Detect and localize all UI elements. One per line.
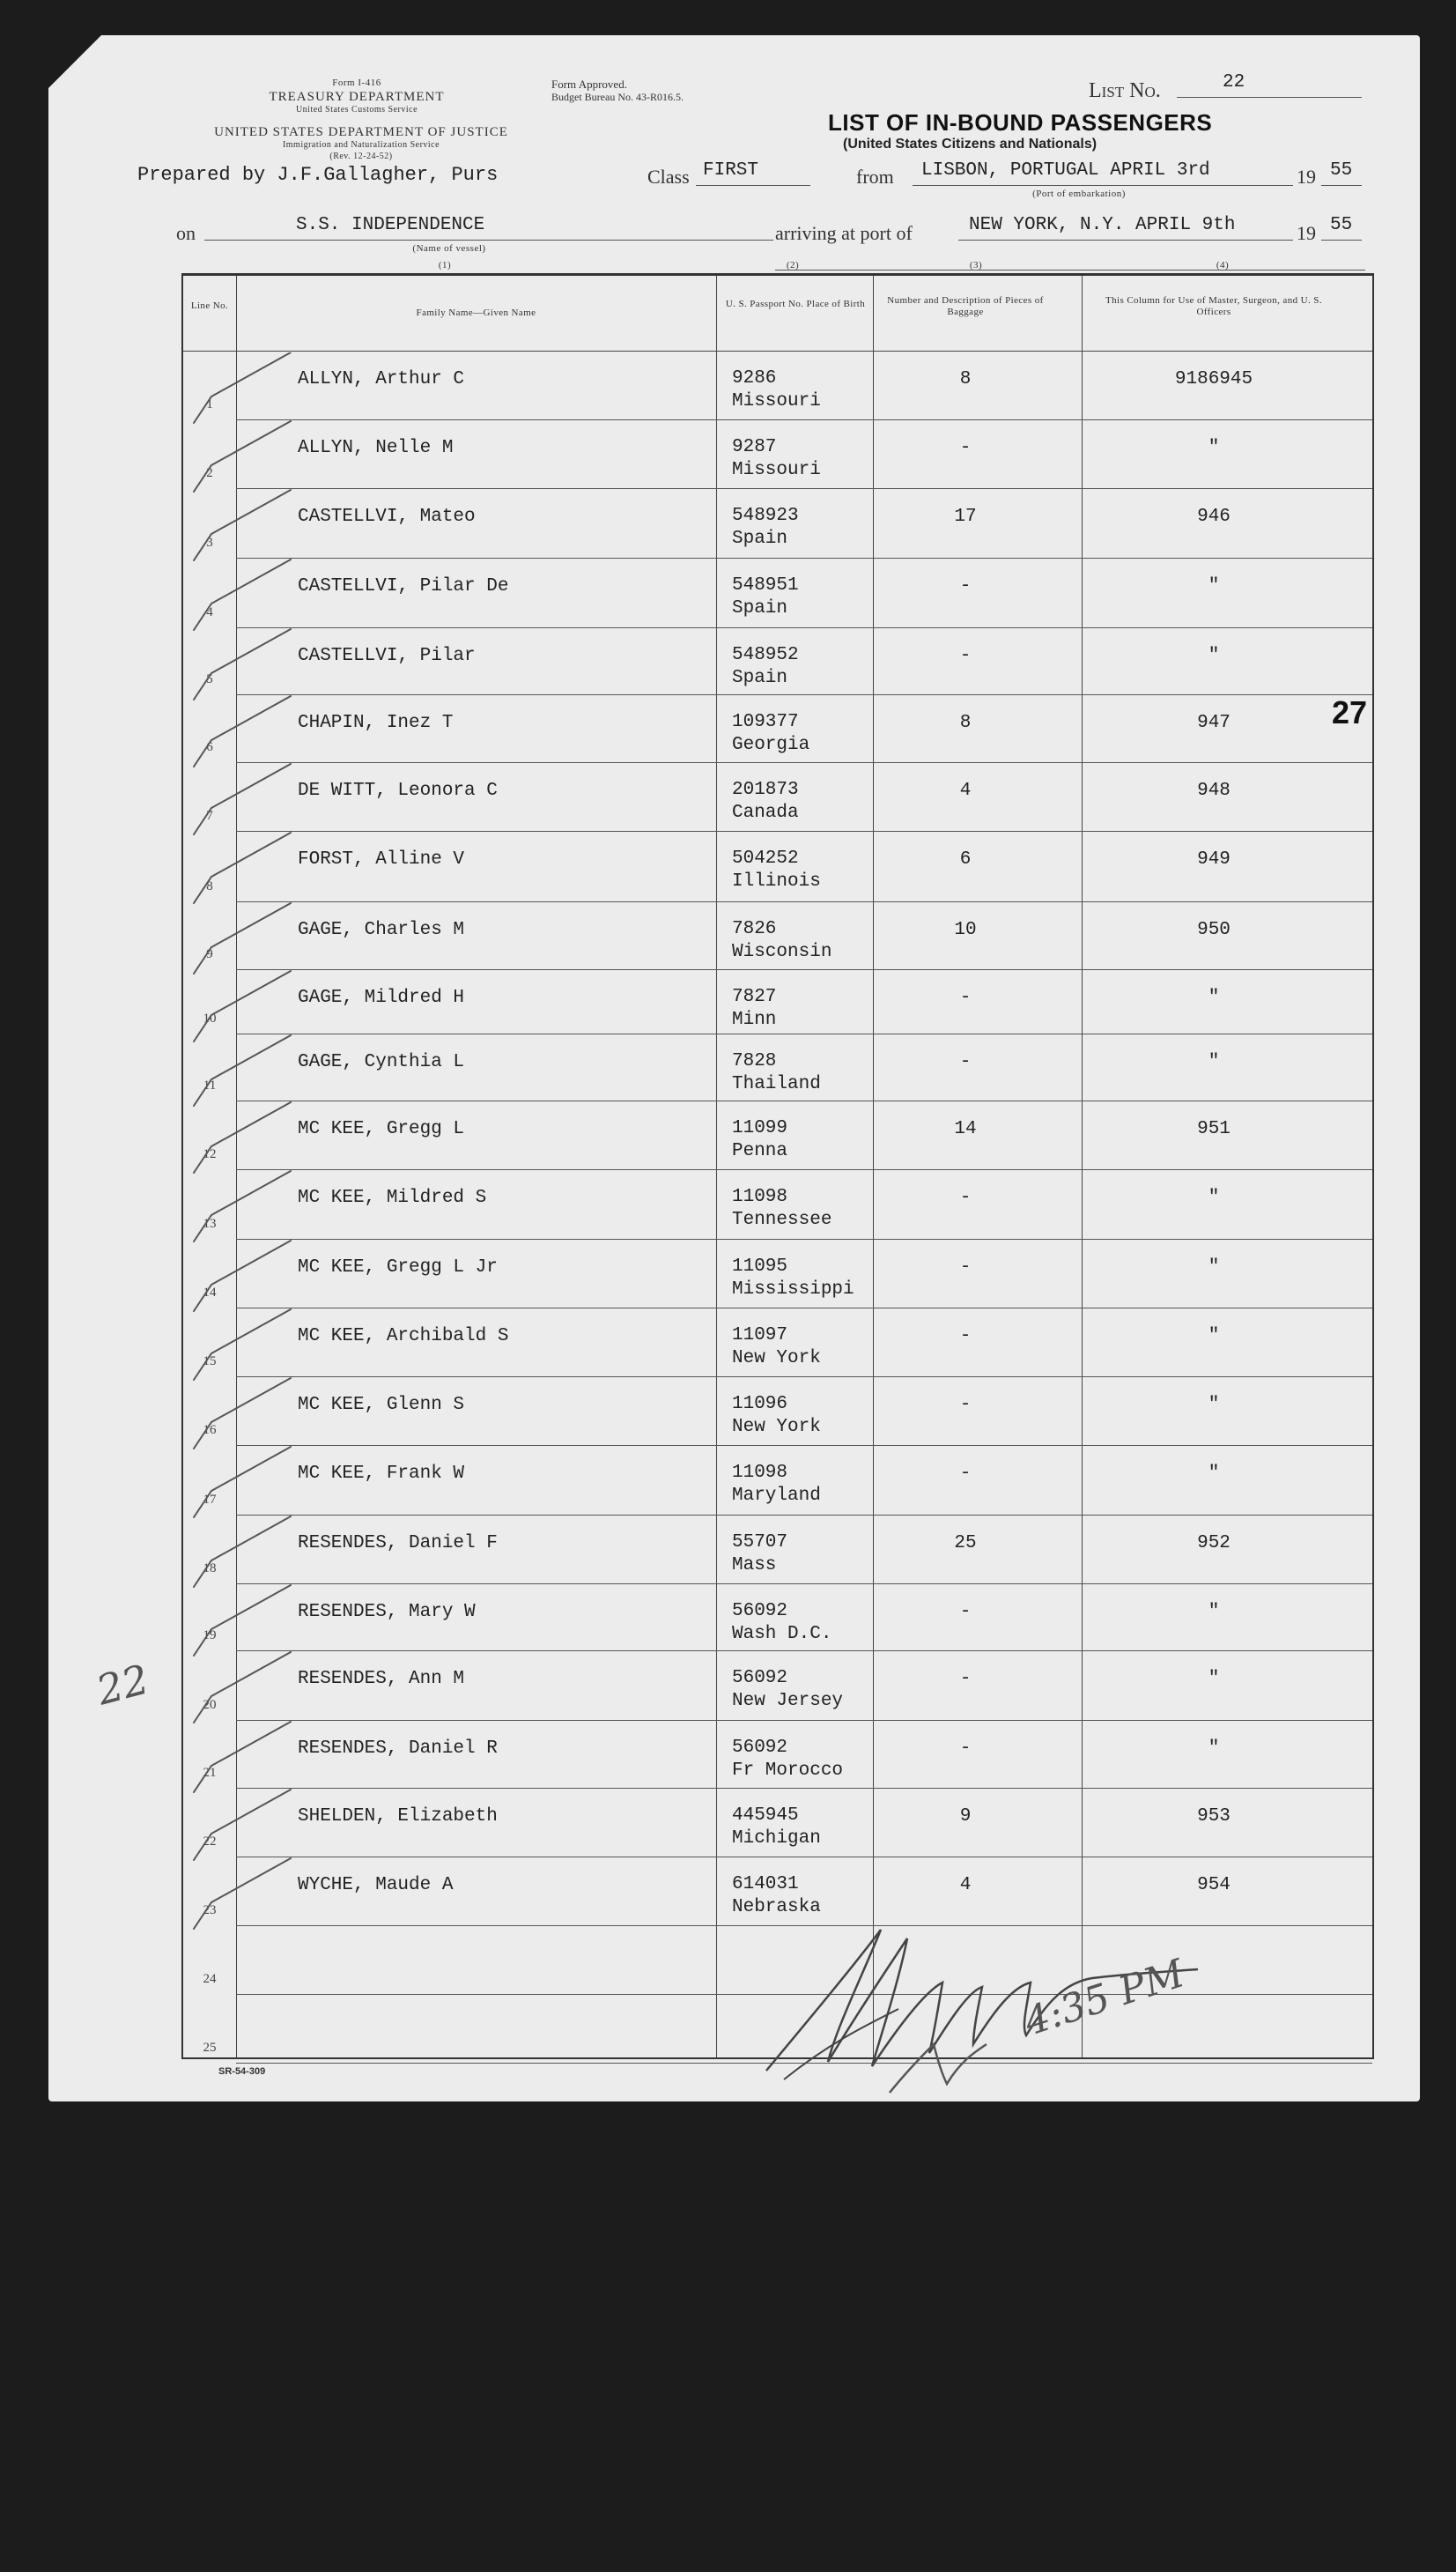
officer-entry: " [1208, 1669, 1220, 1689]
place-of-birth: New Jersey [732, 1691, 844, 1711]
officer-entry: " [1208, 438, 1220, 458]
passenger-name: CASTELLVI, Pilar De [298, 576, 509, 597]
check-mark [194, 1241, 291, 1311]
year-2: 55 [1330, 215, 1353, 235]
place-of-birth: Maryland [732, 1486, 821, 1506]
place-of-birth: Mississippi [732, 1279, 854, 1300]
year-prefix-1: 19 [1297, 166, 1316, 188]
table-row [183, 489, 1372, 559]
handwritten-checkmarks [167, 352, 344, 1938]
passport-number: 7826 [732, 919, 777, 939]
table-row [183, 1308, 1372, 1377]
from-label: from [856, 166, 894, 188]
passport-number: 445945 [732, 1805, 799, 1826]
passport-number: 56092 [732, 1601, 788, 1621]
row-line-number: 17 [203, 1493, 217, 1507]
port-caption: (Port of embarkation) [1032, 189, 1126, 199]
row-line-number: 10 [203, 1012, 217, 1026]
officer-entry: 947 [1197, 713, 1231, 733]
row-line-number: 14 [203, 1286, 217, 1300]
year-1: 55 [1330, 160, 1353, 181]
passenger-name: MC KEE, Archibald S [298, 1326, 509, 1346]
officer-entry: 948 [1197, 781, 1231, 801]
column-header-name: Family Name—Given Name [416, 308, 536, 318]
baggage-count: - [959, 1326, 972, 1346]
place-of-birth: Spain [732, 529, 788, 549]
baggage-count: 14 [954, 1119, 977, 1139]
table-row [183, 1240, 1372, 1308]
revision-date: (Rev. 12-24-52) [329, 152, 393, 161]
officer-entry: " [1208, 1395, 1220, 1415]
baggage-count: 6 [959, 849, 972, 870]
passenger-name: MC KEE, Mildred S [298, 1188, 487, 1208]
place-of-birth: Thailand [732, 1074, 821, 1094]
place-of-birth: Georgia [732, 735, 810, 755]
class-label: Class [647, 166, 690, 188]
officer-entry: " [1208, 576, 1220, 597]
row-line-number: 22 [203, 1834, 217, 1849]
baggage-count: - [959, 1602, 972, 1622]
passenger-name: GAGE, Mildred H [298, 988, 465, 1008]
passport-number: 201873 [732, 780, 799, 800]
passenger-name: SHELDEN, Elizabeth [298, 1806, 498, 1827]
officer-entry: 953 [1197, 1806, 1231, 1827]
passenger-name: RESENDES, Ann M [298, 1669, 465, 1689]
passport-number: 548951 [732, 575, 799, 596]
baggage-count: 4 [959, 1875, 972, 1895]
check-mark [194, 1585, 291, 1656]
column-header-baggage: Number and Description of Pieces of Baggage [887, 295, 1044, 317]
passenger-name: FORST, Alline V [298, 849, 465, 870]
table-row [183, 695, 1372, 763]
officer-entry: " [1208, 1052, 1220, 1072]
passenger-name: RESENDES, Mary W [298, 1602, 476, 1622]
prepared-by: Prepared by J.F.Gallagher, Purs [137, 164, 499, 186]
vessel-caption: (Name of vessel) [412, 243, 486, 254]
col-number-2: (2) [786, 260, 800, 271]
officer-entry: 9186945 [1174, 369, 1253, 389]
baggage-count: 4 [959, 781, 972, 801]
check-mark [194, 1447, 291, 1517]
check-mark [194, 903, 291, 974]
check-mark [194, 1858, 291, 1929]
officer-entry: " [1208, 1257, 1220, 1278]
place-of-birth: Canada [732, 803, 799, 823]
passport-number: 11098 [732, 1463, 788, 1483]
officer-entry: 946 [1197, 507, 1231, 527]
passport-number: 7828 [732, 1051, 777, 1071]
baggage-count: - [959, 1052, 972, 1072]
row-line-number: 2 [206, 466, 213, 480]
document-subtitle: (United States Citizens and Nationals) [843, 137, 1098, 152]
place-of-birth: Nebraska [732, 1897, 821, 1917]
row-line-number: 8 [206, 879, 213, 893]
passport-number: 9287 [732, 437, 777, 457]
passport-number: 504252 [732, 849, 799, 869]
passenger-name: ALLYN, Nelle M [298, 438, 454, 458]
check-mark [194, 1171, 291, 1242]
row-line-number: 24 [203, 1972, 217, 1986]
passport-number: 11095 [732, 1256, 788, 1277]
passport-number: 7827 [732, 987, 777, 1007]
class-value: FIRST [703, 160, 759, 181]
baggage-count: - [959, 1738, 972, 1759]
officer-entry: " [1208, 1464, 1220, 1484]
table-row [183, 1377, 1372, 1446]
row-line-number: 11 [203, 1078, 217, 1093]
baggage-count: - [959, 646, 972, 666]
check-mark [194, 490, 291, 560]
row-line-number: 20 [203, 1698, 217, 1712]
table-row [183, 763, 1372, 832]
form-number: Form I-416 [332, 78, 381, 88]
passport-number: 11096 [732, 1394, 788, 1414]
on-label: on [176, 222, 196, 244]
officer-entry: 951 [1197, 1119, 1231, 1139]
passport-number: 11099 [732, 1118, 788, 1138]
row-line-number: 25 [203, 2041, 217, 2055]
officer-entry: " [1208, 646, 1220, 666]
immigration-service: Immigration and Naturalization Service [282, 140, 440, 150]
arrival-time-note: 4:35 PM [1018, 1951, 1190, 2045]
place-of-birth: Michigan [732, 1828, 821, 1849]
document-title: LIST OF IN-BOUND PASSENGERS [828, 109, 1213, 136]
margin-number: 27 [1332, 694, 1368, 730]
arrival-port: NEW YORK, N.Y. APRIL 9th [969, 215, 1236, 235]
baggage-count: 25 [954, 1533, 977, 1553]
row-line-number: 12 [203, 1147, 217, 1161]
passenger-table [181, 273, 1374, 2059]
place-of-birth: Illinois [732, 871, 821, 892]
row-line-number: 4 [206, 605, 213, 619]
row-line-number: 1 [206, 397, 213, 411]
row-line-number: 15 [203, 1354, 217, 1368]
passport-number: 548923 [732, 506, 799, 526]
passenger-name: MC KEE, Glenn S [298, 1395, 465, 1415]
port-of-embarkation: LISBON, PORTUGAL APRIL 3rd [921, 160, 1210, 181]
baggage-count: - [959, 1464, 972, 1484]
officer-entry: " [1208, 1326, 1220, 1346]
table-row [183, 1721, 1372, 1789]
passenger-name: GAGE, Cynthia L [298, 1052, 465, 1072]
passport-number: 548952 [732, 645, 799, 665]
passport-number: 11097 [732, 1325, 788, 1345]
row-line-number: 21 [203, 1766, 217, 1780]
check-mark [194, 1102, 291, 1173]
place-of-birth: Spain [732, 598, 788, 619]
passenger-name: CASTELLVI, Mateo [298, 507, 476, 527]
passenger-name: MC KEE, Gregg L Jr [298, 1257, 498, 1278]
row-line-number: 5 [206, 672, 213, 686]
check-mark [194, 696, 291, 767]
check-mark [194, 1722, 291, 1792]
col-number-4: (4) [1216, 260, 1230, 271]
column-header-officers: This Column for Use of Master, Surgeon, and U. S. Officers [1105, 295, 1322, 317]
baggage-count: 9 [959, 1806, 972, 1827]
passenger-name: CHAPIN, Inez T [298, 713, 454, 733]
baggage-count: - [959, 1669, 972, 1689]
check-mark [194, 971, 291, 1041]
table-row [183, 352, 1372, 420]
table-row [183, 970, 1372, 1034]
check-mark [194, 1790, 291, 1860]
row-line-number: 23 [203, 1903, 217, 1917]
passenger-name: DE WITT, Leonora C [298, 781, 498, 801]
baggage-count: - [959, 1395, 972, 1415]
place-of-birth: New York [732, 1417, 821, 1437]
passenger-name: RESENDES, Daniel F [298, 1533, 498, 1553]
vessel-name: S.S. INDEPENDENCE [296, 215, 485, 235]
check-mark [194, 1516, 291, 1587]
check-mark [194, 1652, 291, 1723]
budget-bureau: Budget Bureau No. 43-R016.5. [551, 91, 684, 103]
officer-entry: " [1208, 988, 1220, 1008]
officer-entry: 952 [1197, 1533, 1231, 1553]
table-row [183, 1446, 1372, 1516]
place-of-birth: Wisconsin [732, 942, 832, 962]
officer-entry: 949 [1197, 849, 1231, 870]
column-header-line: Line No. [190, 300, 229, 311]
passenger-name: CASTELLVI, Pilar [298, 646, 476, 666]
table-row [183, 1789, 1372, 1857]
table-row [183, 1584, 1372, 1651]
treasury-department: TREASURY DEPARTMENT [269, 90, 445, 104]
baggage-count: - [959, 1188, 972, 1208]
place-of-birth: Missouri [732, 460, 821, 480]
col-number-1: (1) [438, 260, 452, 271]
baggage-count: 10 [954, 920, 977, 940]
form-code: SR-54-309 [218, 2066, 266, 2077]
table-row [183, 902, 1372, 970]
justice-department: UNITED STATES DEPARTMENT OF JUSTICE [214, 125, 508, 139]
place-of-birth: Minn [732, 1010, 777, 1030]
baggage-count: - [959, 988, 972, 1008]
officer-entry: 954 [1197, 1875, 1231, 1895]
check-mark [194, 1378, 291, 1449]
list-no-label: List No. [1089, 79, 1161, 102]
baggage-count: 8 [959, 369, 972, 389]
passenger-name: MC KEE, Frank W [298, 1464, 465, 1484]
table-row [183, 832, 1372, 902]
arriving-label: arriving at port of [775, 222, 913, 244]
year-prefix-2: 19 [1297, 222, 1316, 244]
table-row [183, 1516, 1372, 1584]
row-line-number: 6 [206, 740, 213, 754]
passport-number: 109377 [732, 712, 799, 732]
customs-service: United States Customs Service [295, 105, 418, 115]
table-row [183, 628, 1372, 695]
table-row [183, 1170, 1372, 1240]
table-row [183, 559, 1372, 628]
passport-number: 614031 [732, 1874, 799, 1894]
check-mark [194, 1035, 291, 1106]
officer-entry: " [1208, 1738, 1220, 1759]
check-mark [194, 421, 291, 492]
passport-number: 9286 [732, 368, 777, 389]
column-header-passport: U. S. Passport No. Place of Birth [725, 299, 866, 309]
row-line-number: 19 [203, 1628, 217, 1642]
check-mark [194, 560, 291, 630]
passport-number: 55707 [732, 1532, 788, 1553]
officer-entry: 950 [1197, 920, 1231, 940]
row-line-number: 13 [203, 1217, 217, 1231]
place-of-birth: New York [732, 1348, 821, 1368]
check-mark [194, 352, 291, 423]
place-of-birth: Spain [732, 668, 788, 688]
passenger-name: GAGE, Charles M [298, 920, 465, 940]
officer-entry: " [1208, 1602, 1220, 1622]
place-of-birth: Wash D.C. [732, 1624, 832, 1644]
passenger-name: RESENDES, Daniel R [298, 1738, 498, 1759]
officer-entry: " [1208, 1188, 1220, 1208]
baggage-count: 8 [959, 713, 972, 733]
row-line-number: 3 [206, 536, 213, 550]
table-row [183, 1101, 1372, 1170]
passport-number: 56092 [732, 1668, 788, 1688]
place-of-birth: Tennessee [732, 1210, 832, 1230]
row-line-number: 18 [203, 1561, 217, 1575]
baggage-count: - [959, 576, 972, 597]
place-of-birth: Missouri [732, 391, 821, 411]
row-line-number: 9 [206, 947, 213, 961]
baggage-count: 17 [954, 507, 977, 527]
passenger-name: ALLYN, Arthur C [298, 369, 465, 389]
check-mark [194, 833, 291, 903]
side-handwritten-number: 22 [92, 1655, 154, 1715]
check-mark [194, 764, 291, 834]
passenger-name: MC KEE, Gregg L [298, 1119, 465, 1139]
table-row [183, 1651, 1372, 1721]
check-mark [194, 1309, 291, 1380]
table-row [183, 420, 1372, 489]
baggage-count: - [959, 1257, 972, 1278]
list-no-value: 22 [1223, 72, 1245, 93]
form-approved: Form Approved. [551, 78, 627, 91]
row-line-number: 7 [206, 809, 213, 823]
place-of-birth: Penna [732, 1141, 788, 1161]
place-of-birth: Fr Morocco [732, 1760, 844, 1781]
col-number-3: (3) [969, 260, 983, 271]
passport-number: 56092 [732, 1738, 788, 1758]
baggage-count: - [959, 438, 972, 458]
passenger-name: WYCHE, Maude A [298, 1875, 454, 1895]
table-row [183, 1034, 1372, 1101]
place-of-birth: Mass [732, 1555, 777, 1575]
check-mark [194, 629, 291, 700]
passport-number: 11098 [732, 1187, 788, 1207]
row-line-number: 16 [203, 1423, 217, 1437]
